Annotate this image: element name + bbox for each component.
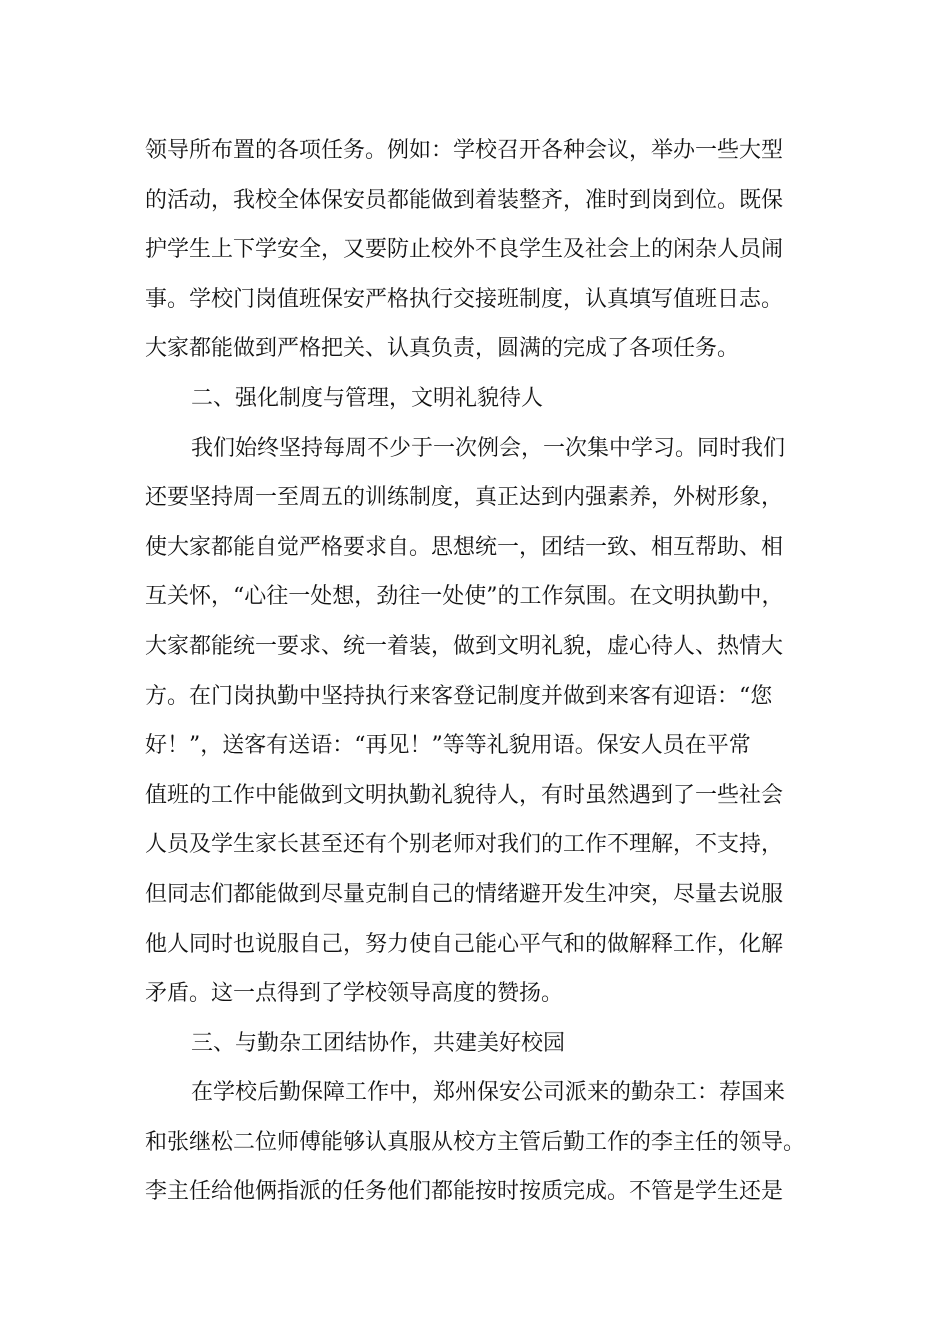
paragraph-line: 还要坚持周一至周五的训练制度，真正达到内强素养，外树形象， xyxy=(145,485,784,511)
paragraph-line: 和张继松二位师傅能够认真服从校方主管后勤工作的李主任的领导。 xyxy=(145,1129,806,1155)
paragraph-line: 的活动，我校全体保安员都能做到着装整齐，准时到岗到位。既保 xyxy=(145,187,784,213)
section-heading: 二、强化制度与管理，文明礼貌待人 xyxy=(191,385,544,411)
paragraph-line: 互关怀，“心往一处想，劲往一处使”的工作氛围。在文明执勤中， xyxy=(145,584,784,610)
paragraph-line: 领导所布置的各项任务。例如：学校召开各种会议，举办一些大型 xyxy=(145,138,784,163)
paragraph-line: 人员及学生家长甚至还有个别老师对我们的工作不理解，不支持， xyxy=(145,832,784,858)
paragraph-line: 护学生上下学安全，又要防止校外不良学生及社会上的闲杂人员闹 xyxy=(145,237,784,263)
document-body xyxy=(145,126,825,1217)
paragraph-first-line: 在学校后勤保障工作中，郑州保安公司派来的勤杂工：荐国来 xyxy=(191,1080,786,1106)
paragraph-first-line: 我们始终坚持每周不少于一次例会，一次集中学习。同时我们 xyxy=(191,435,786,461)
paragraph-line: 他人同时也说服自己，努力使自己能心平气和的做解释工作，化解 xyxy=(145,931,784,957)
section-heading: 三、与勤杂工团结协作，共建美好校园 xyxy=(191,1030,566,1056)
paragraph-line: 李主任给他俩指派的任务他们都能按时按质完成。不管是学生还是 xyxy=(145,1179,784,1205)
paragraph-line: 方。在门岗执勤中坚持执行来客登记制度并做到来客有迎语：“您 xyxy=(145,683,773,709)
paragraph-line: 大家都能统一要求、统一着装，做到文明礼貌，虚心待人、热情大 xyxy=(145,633,784,659)
paragraph-line: 事。学校门岗值班保安严格执行交接班制度，认真填写值班日志。 xyxy=(145,286,784,312)
paragraph-line: 矛盾。这一点得到了学校领导高度的赞扬。 xyxy=(145,981,564,1007)
paragraph-line: 值班的工作中能做到文明执勤礼貌待人，有时虽然遇到了一些社会 xyxy=(145,782,784,808)
paragraph-line: 好！”，送客有送语：“再见！”等等礼貌用语。保安人员在平常 xyxy=(145,733,751,759)
paragraph-line: 大家都能做到严格把关、认真负责，圆满的完成了各项任务。 xyxy=(145,336,740,362)
paragraph-line: 但同志们都能做到尽量克制自己的情绪避开发生冲突，尽量去说服 xyxy=(145,881,784,907)
paragraph-line: 使大家都能自觉严格要求自。思想统一，团结一致、相互帮助、相 xyxy=(145,534,784,560)
